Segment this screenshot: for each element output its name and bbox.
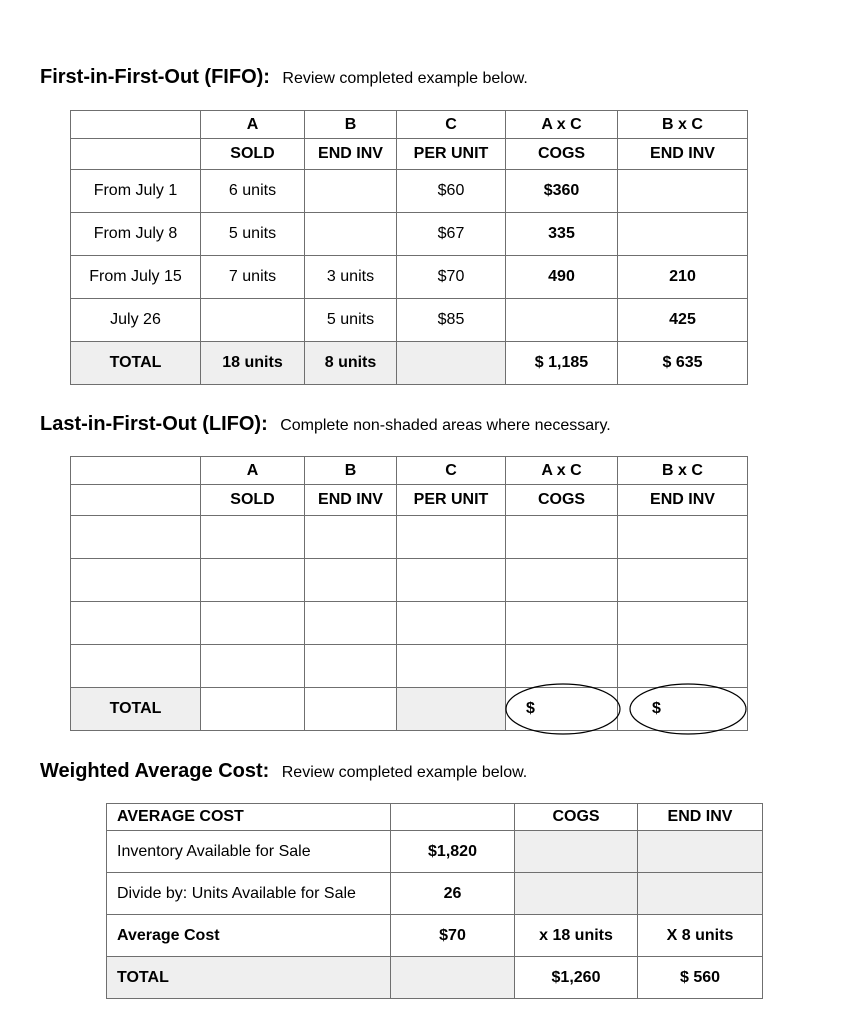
blank-cell[interactable] bbox=[305, 645, 397, 688]
table-row bbox=[71, 213, 748, 256]
row-label: Divide by: Units Available for Sale bbox=[107, 873, 391, 915]
total-row bbox=[107, 957, 763, 999]
sold-cell: 5 units bbox=[201, 213, 305, 256]
lifo-heading bbox=[40, 413, 611, 436]
cogs-cell bbox=[515, 831, 638, 873]
blank-cell[interactable] bbox=[397, 559, 506, 602]
lifo-header-label: COGS bbox=[506, 485, 618, 516]
wac-instruction: Review completed example below. bbox=[281, 764, 528, 781]
end-inv-cell bbox=[305, 213, 397, 256]
total-end-inv-value: $ 635 bbox=[618, 342, 748, 385]
end-inv-cell bbox=[638, 873, 763, 915]
row-label: July 26 bbox=[71, 299, 201, 342]
sold-cell bbox=[201, 299, 305, 342]
wac-header-row bbox=[107, 804, 763, 831]
end-inv-cell: 5 units bbox=[305, 299, 397, 342]
fifo-header-label bbox=[71, 139, 201, 170]
fifo-header-letter: B x C bbox=[618, 111, 748, 139]
fifo-header-letter: A x C bbox=[506, 111, 618, 139]
fifo-header-letter: A bbox=[201, 111, 305, 139]
row-label: From July 1 bbox=[71, 170, 201, 213]
wac-header-cogs: COGS bbox=[515, 804, 638, 831]
blank-cell[interactable] bbox=[397, 645, 506, 688]
wac-table bbox=[106, 803, 763, 999]
blank-cell[interactable] bbox=[201, 559, 305, 602]
cogs-cell: $360 bbox=[506, 170, 618, 213]
per-unit-cell: $85 bbox=[397, 299, 506, 342]
blank-cell[interactable] bbox=[201, 688, 305, 731]
cogs-cell: 490 bbox=[506, 256, 618, 299]
total-end-inv: 8 units bbox=[305, 342, 397, 385]
fifo-instruction: Review completed example below. bbox=[282, 70, 528, 87]
total-end-inv-value[interactable]: $ bbox=[618, 688, 748, 731]
table-row bbox=[107, 873, 763, 915]
total-label: TOTAL bbox=[71, 688, 201, 731]
lifo-header-labels-row bbox=[71, 485, 748, 516]
table-row bbox=[107, 915, 763, 957]
lifo-instruction: Complete non-shaded areas where necessary. bbox=[280, 417, 611, 434]
total-end-inv: $ 560 bbox=[638, 957, 763, 999]
row-label: From July 8 bbox=[71, 213, 201, 256]
total-row bbox=[71, 688, 748, 731]
lifo-header-letter: A x C bbox=[506, 457, 618, 485]
blank-cell[interactable] bbox=[305, 688, 397, 731]
blank-cell[interactable] bbox=[305, 602, 397, 645]
blank-cell[interactable] bbox=[201, 516, 305, 559]
total-label: TOTAL bbox=[71, 342, 201, 385]
value-cell: 26 bbox=[391, 873, 515, 915]
table-row bbox=[71, 516, 748, 559]
wac-header-label: AVERAGE COST bbox=[107, 804, 391, 831]
blank-cell[interactable] bbox=[71, 559, 201, 602]
cogs-cell: 335 bbox=[506, 213, 618, 256]
lifo-header-label: PER UNIT bbox=[397, 485, 506, 516]
total-sold: 18 units bbox=[201, 342, 305, 385]
end-inv-cell bbox=[305, 170, 397, 213]
lifo-header-label: END INV bbox=[305, 485, 397, 516]
end-inv-value-cell bbox=[618, 213, 748, 256]
lifo-table bbox=[70, 456, 748, 731]
row-label: From July 15 bbox=[71, 256, 201, 299]
lifo-header-label: SOLD bbox=[201, 485, 305, 516]
blank-cell[interactable] bbox=[305, 516, 397, 559]
row-label: Inventory Available for Sale bbox=[107, 831, 391, 873]
fifo-header-label: PER UNIT bbox=[397, 139, 506, 170]
table-row bbox=[71, 299, 748, 342]
fifo-table bbox=[70, 110, 748, 385]
blank-cell[interactable] bbox=[397, 516, 506, 559]
lifo-title: Last-in-First-Out (LIFO): bbox=[40, 413, 268, 435]
table-row bbox=[71, 256, 748, 299]
fifo-header-letter bbox=[71, 111, 201, 139]
per-unit-cell: $70 bbox=[397, 256, 506, 299]
end-inv-value-cell: 425 bbox=[618, 299, 748, 342]
total-cogs: $1,260 bbox=[515, 957, 638, 999]
total-cogs: $ 1,185 bbox=[506, 342, 618, 385]
blank-cell[interactable] bbox=[71, 516, 201, 559]
total-row bbox=[71, 342, 748, 385]
lifo-header-letters-row bbox=[71, 457, 748, 485]
wac-heading bbox=[40, 760, 527, 783]
value-cell: $70 bbox=[391, 915, 515, 957]
total-per-unit bbox=[397, 342, 506, 385]
lifo-header-label bbox=[71, 485, 201, 516]
blank-cell[interactable] bbox=[506, 559, 618, 602]
blank-cell[interactable] bbox=[71, 602, 201, 645]
wac-header-end-inv: END INV bbox=[638, 804, 763, 831]
per-unit-cell: $67 bbox=[397, 213, 506, 256]
table-row bbox=[107, 831, 763, 873]
blank-cell[interactable] bbox=[618, 559, 748, 602]
table-row bbox=[71, 170, 748, 213]
sold-cell: 6 units bbox=[201, 170, 305, 213]
fifo-title: First-in-First-Out (FIFO): bbox=[40, 66, 270, 88]
table-row bbox=[71, 645, 748, 688]
fifo-header-label: SOLD bbox=[201, 139, 305, 170]
lifo-header-letter: B x C bbox=[618, 457, 748, 485]
fifo-heading bbox=[40, 66, 528, 89]
shaded-cell bbox=[397, 688, 506, 731]
blank-cell[interactable] bbox=[305, 559, 397, 602]
lifo-header-letter: C bbox=[397, 457, 506, 485]
value-cell: $1,820 bbox=[391, 831, 515, 873]
fifo-header-letter: B bbox=[305, 111, 397, 139]
fifo-header-letters-row bbox=[71, 111, 748, 139]
end-inv-cell: 3 units bbox=[305, 256, 397, 299]
blank-cell[interactable] bbox=[618, 602, 748, 645]
blank-cell[interactable] bbox=[506, 602, 618, 645]
sold-cell: 7 units bbox=[201, 256, 305, 299]
end-inv-cell bbox=[638, 831, 763, 873]
blank-cell bbox=[391, 804, 515, 831]
total-cogs[interactable]: $ bbox=[506, 688, 618, 731]
fifo-header-label: COGS bbox=[506, 139, 618, 170]
blank-cell[interactable] bbox=[201, 602, 305, 645]
wac-title: Weighted Average Cost: bbox=[40, 760, 270, 782]
blank-cell[interactable] bbox=[618, 645, 748, 688]
fifo-header-label: END INV bbox=[618, 139, 748, 170]
blank-cell[interactable] bbox=[506, 516, 618, 559]
cogs-cell: x 18 units bbox=[515, 915, 638, 957]
lifo-header-letter: B bbox=[305, 457, 397, 485]
blank-cell[interactable] bbox=[201, 645, 305, 688]
cogs-cell bbox=[515, 873, 638, 915]
end-inv-value-cell: 210 bbox=[618, 256, 748, 299]
table-row bbox=[71, 602, 748, 645]
row-label: Average Cost bbox=[107, 915, 391, 957]
blank-cell[interactable] bbox=[618, 516, 748, 559]
fifo-header-letter: C bbox=[397, 111, 506, 139]
value-cell bbox=[391, 957, 515, 999]
table-row bbox=[71, 559, 748, 602]
blank-cell[interactable] bbox=[71, 645, 201, 688]
end-inv-cell: X 8 units bbox=[638, 915, 763, 957]
total-label: TOTAL bbox=[107, 957, 391, 999]
cogs-cell bbox=[506, 299, 618, 342]
lifo-header-label: END INV bbox=[618, 485, 748, 516]
end-inv-value-cell bbox=[618, 170, 748, 213]
blank-cell[interactable] bbox=[506, 645, 618, 688]
lifo-header-letter bbox=[71, 457, 201, 485]
fifo-header-labels-row bbox=[71, 139, 748, 170]
per-unit-cell: $60 bbox=[397, 170, 506, 213]
fifo-header-label: END INV bbox=[305, 139, 397, 170]
blank-cell[interactable] bbox=[397, 602, 506, 645]
lifo-header-letter: A bbox=[201, 457, 305, 485]
